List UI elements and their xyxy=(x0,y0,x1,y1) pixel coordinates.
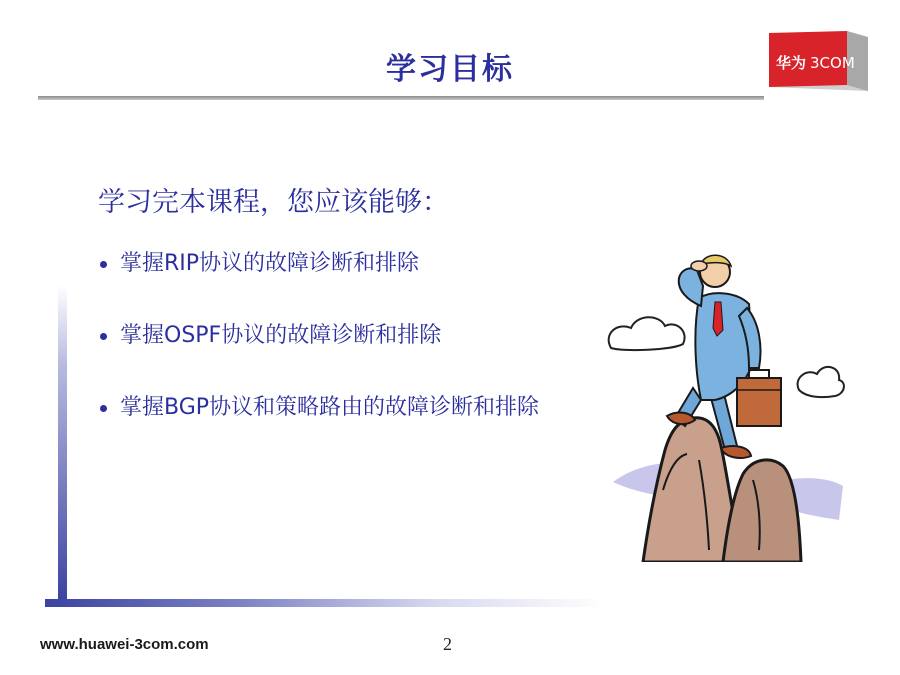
slide-title: 学习目标 xyxy=(386,52,514,87)
objective-item xyxy=(100,246,570,282)
logo-text xyxy=(776,52,860,73)
accent-horizontal-bar xyxy=(45,599,605,607)
accent-vertical-bar xyxy=(58,285,67,602)
objective-text: 掌握BGP协议和策略路由的故障诊断和排除 xyxy=(120,395,540,420)
bullet-dot-icon xyxy=(100,261,107,268)
bullet-dot-icon xyxy=(100,405,107,412)
objective-item xyxy=(100,318,570,354)
title-divider xyxy=(38,96,764,100)
objective-text: 掌握OSPF协议的故障诊断和排除 xyxy=(120,323,442,348)
objective-item xyxy=(100,390,570,426)
logo-brand-text: 3COM xyxy=(810,54,855,72)
footer-url: www.huawei-3com.com xyxy=(40,636,209,653)
logo-cn-text: 华为 xyxy=(776,54,807,72)
objective-text: 掌握RIP协议的故障诊断和排除 xyxy=(120,251,420,276)
intro-text: 学习完本课程，您应该能够： xyxy=(98,187,449,218)
objective-list xyxy=(100,246,570,462)
page-number: 2 xyxy=(443,634,452,654)
bullet-dot-icon xyxy=(100,333,107,340)
businessman-on-mountain-peak-icon xyxy=(603,250,848,562)
